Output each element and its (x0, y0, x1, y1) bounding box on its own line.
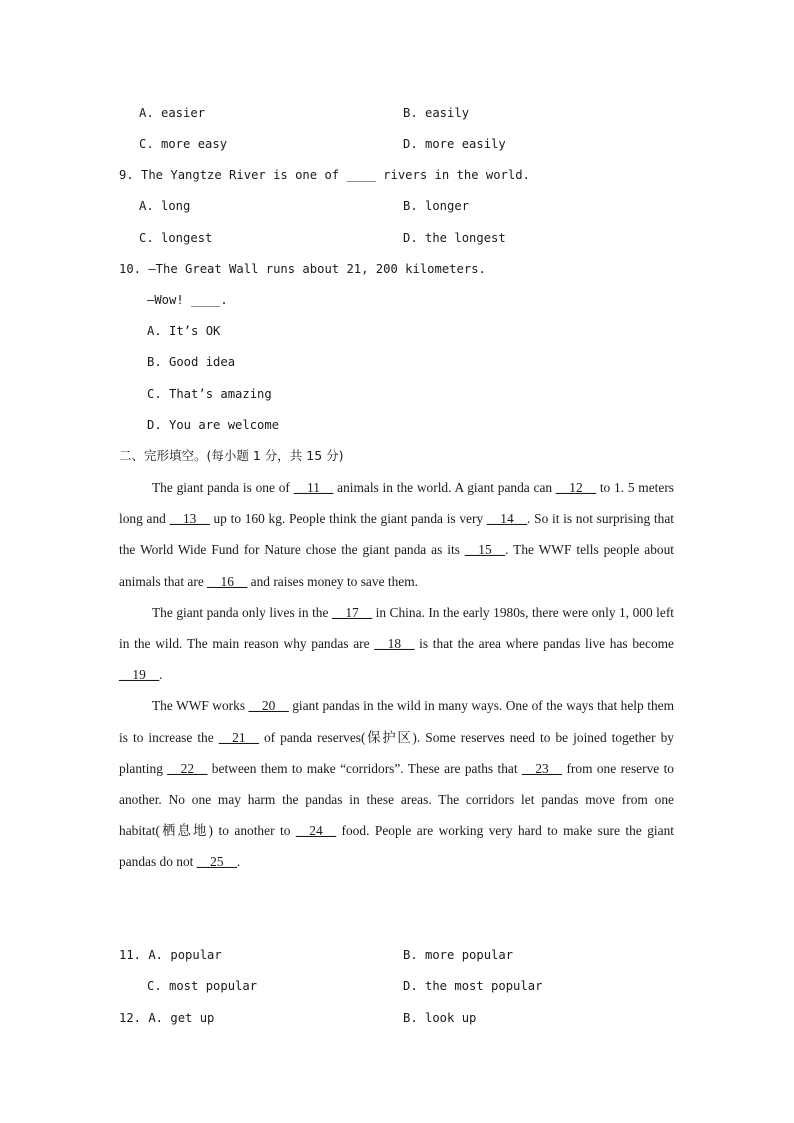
q12-option-b: B. look up (403, 1011, 477, 1025)
q12-option-a: 12. A. get up (119, 1011, 215, 1025)
q10-option-a: A. It’s OK (147, 324, 221, 338)
passage-text: and raises money to save them. (247, 573, 418, 589)
q10-stem: 10. —The Great Wall runs about 21, 200 kilometers. (119, 262, 486, 276)
passage-text: to 1. 5 meters long and (119, 480, 674, 527)
blank-18: __18__ (374, 636, 415, 652)
passage-text: The giant panda is one of (152, 480, 294, 495)
passage-text: up to 160 kg. People think the giant panda is very (209, 511, 487, 527)
passage-text: in China. In the early 1980s, there were only 1, 000 left in the wild. The main reason why pandas are (119, 604, 675, 652)
passage-text: The giant panda only lives in the (152, 604, 332, 620)
passage-paragraph-3 (119, 690, 674, 877)
q10-option-c: C. That’s amazing (147, 387, 272, 401)
q10-option-b: B. Good idea (147, 355, 236, 369)
blank-17: __17__ (331, 604, 373, 620)
passage-text: . The WWF tells people about animals that are (119, 542, 675, 589)
q11-option-a: 11. A. popular (119, 948, 222, 962)
passage-text: animals in the world. A giant panda can (333, 480, 556, 495)
q10-reply: —Wow! ____. (147, 293, 228, 307)
passage-text: . (159, 667, 163, 683)
section-title-cloze: 二、完形填空。(每小题 1 分，共 15 分) (119, 448, 344, 463)
passage-paragraph-1 (119, 472, 674, 597)
blank-11: __11__ (293, 480, 334, 495)
q11-option-b: B. more popular (403, 948, 514, 962)
blank-22: __22__ (167, 760, 208, 776)
cloze-passage (119, 472, 674, 878)
q8-option-b: B. easily (403, 106, 470, 120)
passage-text: is that the area where pandas live has become (414, 636, 674, 652)
blank-23: __23__ (521, 760, 563, 776)
q9-option-b: B. longer (403, 199, 470, 213)
blank-14: __14__ (486, 511, 528, 527)
q11-option-d: D. the most popular (403, 979, 543, 993)
blank-25: __25__ (196, 854, 237, 870)
passage-text: giant pandas in the wild in many ways. One of the ways that help them is to increase the (119, 698, 674, 745)
q11-option-c: C. most popular (147, 979, 258, 993)
passage-text: of panda reserves(保护区). Some reserves need to be joined together by planting (119, 729, 674, 776)
passage-text: . (236, 854, 241, 870)
q8-option-a: A. easier (139, 106, 206, 120)
passage-text: The WWF works (152, 698, 249, 714)
passage-text: between them to make “corridors”. These are paths that (207, 760, 522, 776)
q9-option-c: C. longest (139, 231, 213, 245)
q9-option-a: A. long (139, 199, 191, 213)
blank-16: __16__ (207, 573, 248, 589)
blank-20: __20__ (248, 698, 289, 714)
q8-option-d: D. more easily (403, 137, 506, 151)
blank-21: __21__ (218, 729, 259, 745)
passage-text: . So it is not surprising that the World Wide Fund for Nature chose the giant panda as its (119, 511, 674, 558)
blank-15: __15__ (464, 542, 506, 558)
passage-text: from one reserve to another. No one may harm the pandas in these areas. The corridors let pandas move from one habitat(栖息地) to another to (119, 760, 675, 839)
blank-13: __13__ (169, 511, 210, 527)
passage-text: food. People are working very hard to make sure the giant pandas do not (119, 823, 674, 870)
blank-24: __24__ (295, 823, 337, 839)
blank-12: __12__ (555, 480, 597, 495)
blank-19: __19__ (119, 667, 160, 683)
q9-stem: 9. The Yangtze River is one of ____ rivers in the world. (119, 168, 530, 182)
q10-option-d: D. You are welcome (147, 418, 280, 432)
passage-paragraph-2 (119, 597, 674, 691)
q9-option-d: D. the longest (403, 231, 506, 245)
q8-option-c: C. more easy (139, 137, 228, 151)
